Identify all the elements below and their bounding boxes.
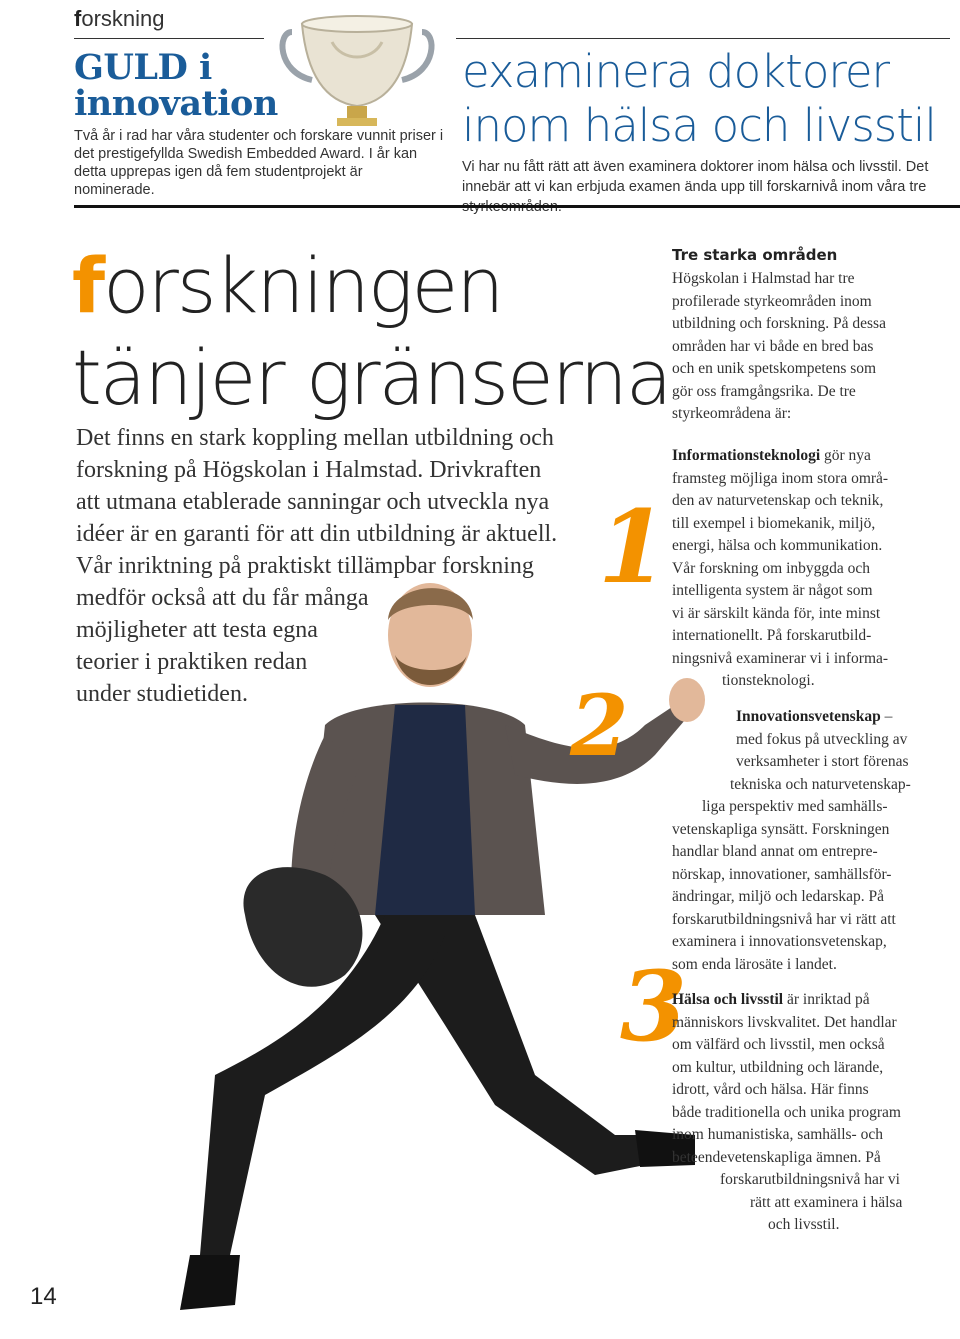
top-rule-left [74,38,264,39]
health-line: och livsstil. [768,1216,840,1233]
innovation-heading: Innovationsvetenskap [736,708,881,725]
health-line: idrott, vård och hälsa. Här finns [672,1081,869,1098]
main-title-line1: orskningen [103,241,503,330]
innovation-line: vetenskapliga synsätt. Forskningen [672,820,890,838]
main-title-initial: f [72,241,104,330]
column-intro-line: styrkeområdena är: [672,405,792,422]
column-intro-line: profilerade styrkeområden inom [672,292,872,310]
trophy-icon [272,2,442,132]
guld-title [74,47,278,124]
health-line: människors livskvalitet. Det handlar [672,1013,897,1031]
intro-line: under studietiden. [76,681,248,707]
page-number: 14 [30,1283,57,1310]
innovation-line: med fokus på utveckling av [736,730,908,748]
innovation-line: ändringar, miljö och ledarskap. På [672,888,885,905]
column-heading: Tre starka områden [672,246,838,264]
it-line: tionsteknologi. [722,672,815,689]
section-label [74,6,164,32]
section-label-initial: f [74,6,82,31]
innovation-line: verksamheter i stort förenas [736,753,909,770]
column-intro-line: och en unik spetskompetens som [672,360,877,377]
it-line: den av naturvetenskap och teknik, [672,492,884,509]
it-line: framsteg möjliga inom stora områ- [672,469,889,487]
doctors-text: Vi har nu fått rätt att även examinera doktorer inom hälsa och livsstil. Det innebär att vi kan erbjuda examen ända upp till forskarnivå inom våra tre [462,159,929,195]
health-line: beteendevetenskapliga ämnen. På [672,1148,881,1166]
intro-line: Det finns en stark koppling mellan utbildning och [76,425,554,451]
doctors-title [462,45,936,153]
intro-paragraph [76,422,636,710]
column-intro-line: Högskolan i Halmstad har tre [672,270,855,287]
it-line: energi, hälsa och kommunikation. [672,537,883,554]
column-intro-line: områden har vi både en bred bas [672,337,874,355]
innovation-line: tekniska och naturvetenskap- [730,775,911,793]
it-line: internationellt. På forskarutbild- [672,627,872,644]
guld-text: Två år i rad har våra studenter och forskare vunnit priser i det prestigefyllda Swedish Embedded Award. I år kan detta upprepas igen då fem studentprojekt är nominerade. [74,128,444,198]
innovation-line: nörskap, innovationer, samhällsför- [672,865,892,883]
it-line: intelligenta system är något som [672,582,873,599]
guld-title-line1: GULD i [74,47,212,88]
innovation-first-rest: – [880,708,893,725]
column-it-paragraph [672,445,957,693]
intro-line: idéer är en garanti för att din utbildning är aktuell. [76,521,558,547]
health-line: om välfärd och livsstil, men också [672,1036,885,1053]
column-intro-line: gör oss framgångsrika. De tre [672,382,856,400]
intro-line: medför också att du får många [76,585,369,611]
health-heading: Hälsa och livsstil [672,991,784,1008]
column-intro-line: utbildning och forskning. På dessa [672,315,886,332]
guld-title-line2: innovation [74,83,278,124]
innovation-line: examinera i innovationsvetenskap, [672,933,887,950]
column-innovation-paragraph [672,706,957,976]
health-line: forskarutbildningsnivå har vi [720,1171,900,1188]
health-line: rätt att examinera i hälsa [750,1193,903,1211]
column-health-paragraph [672,989,957,1237]
top-rule-right [456,38,950,39]
intro-line: att utmana etablerade sanningar och utveckla nya [76,489,550,515]
health-line: inom humanistiska, samhälls- och [672,1126,883,1143]
intro-line: möjligheter att testa egna [76,617,318,643]
health-line: både traditionella och unika program [672,1103,901,1121]
innovation-line: liga perspektiv med samhälls- [702,798,888,815]
intro-line: forskning på Högskolan i Halmstad. Drivkraften [76,457,542,483]
intro-line: Vår inriktning på praktiskt tillämpbar forskning [76,553,534,579]
it-line: ningsnivå examinerar vi i informa- [672,649,889,667]
it-line: Vår forskning om inbyggda och [672,559,871,577]
main-title [72,240,670,424]
section-label-rest: orskning [81,6,165,31]
health-first-rest: är inriktad på [783,991,870,1008]
header-divider [74,205,960,208]
intro-line: teorier i praktiken redan [76,649,308,675]
it-line: vi är särskilt kända för, inte minst [672,604,881,622]
it-heading: Informationsteknologi [672,447,821,464]
main-title-line2: tänjer gränserna [72,333,671,422]
innovation-line: handlar bland annat om entrepre- [672,843,878,860]
number-two: 2 [570,676,629,775]
number-three: 3 [620,950,687,1063]
it-first-rest: gör nya [820,447,871,464]
number-one: 1 [598,488,668,606]
column-intro [672,268,957,426]
innovation-line: som enda lärosäte i landet. [672,955,837,973]
doctors-title-line2: inom hälsa och livsstil [462,99,936,152]
innovation-line: forskarutbildningsnivå har vi rätt att [672,910,896,928]
doctors-title-line1: examinera doktorer [462,45,890,98]
health-line: om kultur, utbildning och lärande, [672,1058,884,1076]
it-line: till exempel i biomekanik, miljö, [672,514,876,532]
